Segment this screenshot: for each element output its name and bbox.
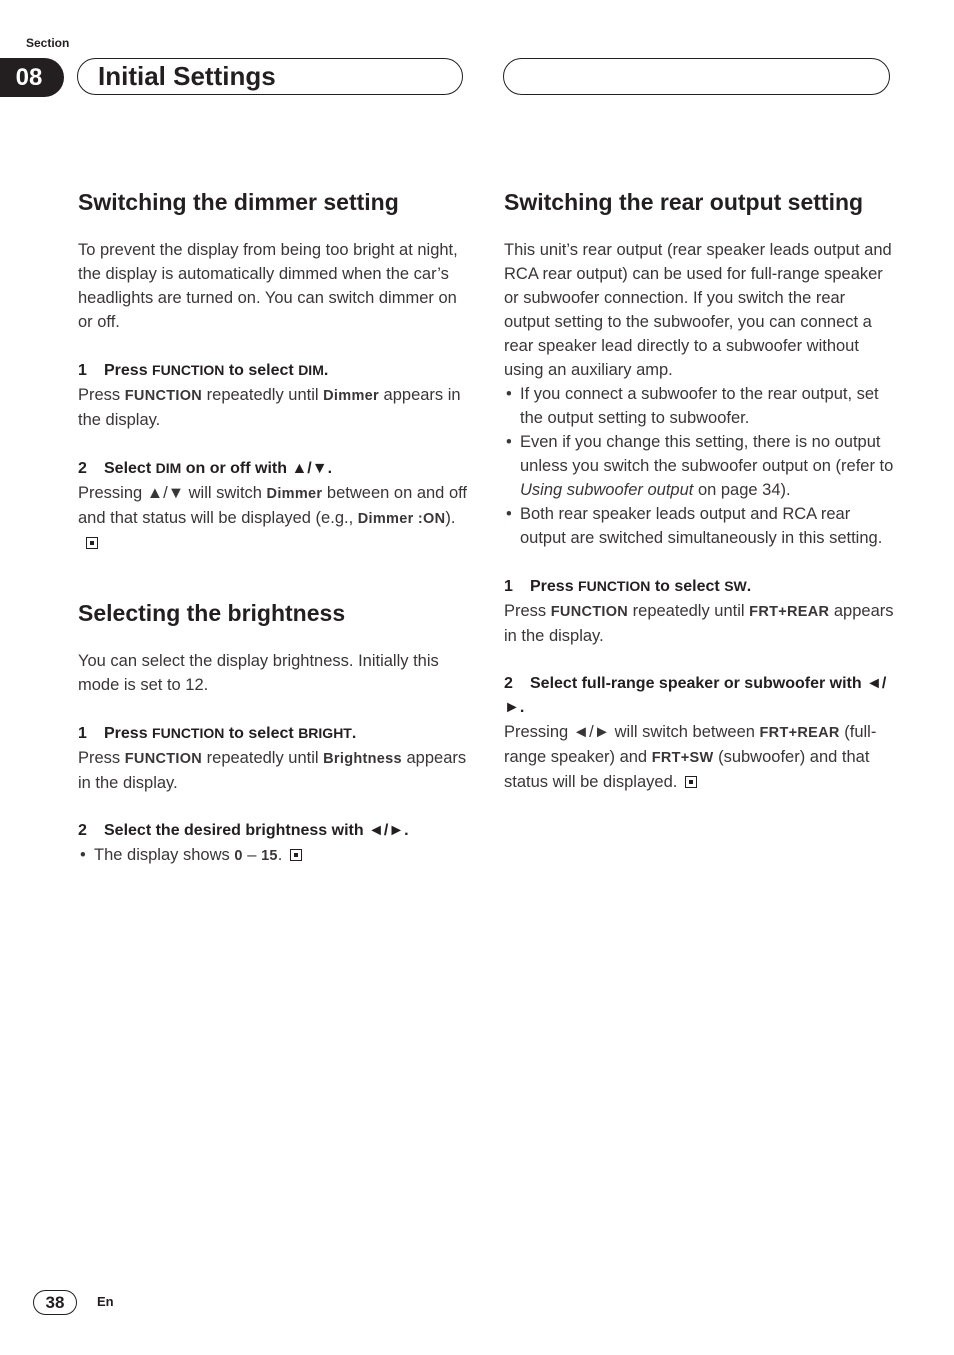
- dimmer-intro: To prevent the display from being too bright at night, the display is automatically dimmed when the car’s headlights are turned on. You can switch dimmer on or off.: [78, 241, 458, 331]
- end-mark-icon: [86, 537, 98, 549]
- left-column: [78, 184, 468, 868]
- brightness-step-2-heading: 2 Select the desired brightness with ◄/►.: [78, 822, 409, 839]
- rear-step-1-body: Press FUNCTION repeatedly until FRT+REAR appears in the display.: [504, 602, 894, 645]
- end-mark-icon: [290, 849, 302, 861]
- language-label: En: [97, 1294, 114, 1309]
- dimmer-heading: Switching the dimmer setting: [78, 189, 399, 215]
- brightness-intro: You can select the display brightness. Initially this mode is set to 12.: [78, 652, 439, 694]
- list-item: • If you connect a subwoofer to the rear output, set the output setting to subwoofer.: [504, 382, 894, 430]
- rear-output-intro: This unit’s rear output (rear speaker leads output and RCA rear output) can be used for full-range speaker or subwoofer connection. If you switch the rear output setting to the subwoofer, you can connect a rear speaker lead directly to a subwoofer without using an auxiliary amp.: [504, 241, 892, 379]
- rear-step-1-heading: 1 Press FUNCTION to select SW.: [504, 578, 752, 595]
- brightness-heading: Selecting the brightness: [78, 600, 346, 626]
- brightness-bullets: [78, 843, 468, 868]
- rear-step-2-heading: 2 Select full-range speaker or subwoofer with ◄/►.: [504, 675, 887, 716]
- dimmer-step-1-body: Press FUNCTION repeatedly until Dimmer appears in the display.: [78, 386, 461, 429]
- list-item: • Even if you change this setting, there is no output unless you switch the subwoofer output on (refer to Using subwoofer output on page 34).: [504, 430, 894, 502]
- end-mark-icon: [685, 776, 697, 788]
- list-item: • Both rear speaker leads output and RCA rear output are switched simultaneously in this setting.: [504, 502, 894, 550]
- section-number-tab: 08: [0, 58, 64, 97]
- page-title: Initial Settings: [77, 58, 463, 95]
- brightness-step-1-heading: 1 Press FUNCTION to select BRIGHT.: [78, 725, 357, 742]
- header-blank-box: [503, 58, 890, 95]
- right-column: [504, 184, 894, 794]
- section-label: Section: [26, 36, 70, 50]
- dimmer-step-1-heading: 1 Press FUNCTION to select DIM.: [78, 362, 329, 379]
- rear-output-heading: Switching the rear output setting: [504, 189, 864, 215]
- list-item: • The display shows 0 – 15.: [78, 843, 468, 868]
- page-number: 38: [33, 1290, 77, 1315]
- dimmer-step-2-body: Pressing ▲/▼ will switch Dimmer between on and off and that status will be displayed (e.g., Dimmer :ON).: [78, 481, 468, 555]
- rear-step-2-body: Pressing ◄/► will switch between FRT+REAR (full-range speaker) and FRT+SW (subwoofer) and that status will be displayed.: [504, 723, 877, 791]
- dimmer-step-2-heading: 2 Select DIM on or off with ▲/▼.: [78, 460, 333, 477]
- brightness-step-1-body: Press FUNCTION repeatedly until Brightness appears in the display.: [78, 749, 467, 792]
- rear-output-bullets: [504, 382, 894, 550]
